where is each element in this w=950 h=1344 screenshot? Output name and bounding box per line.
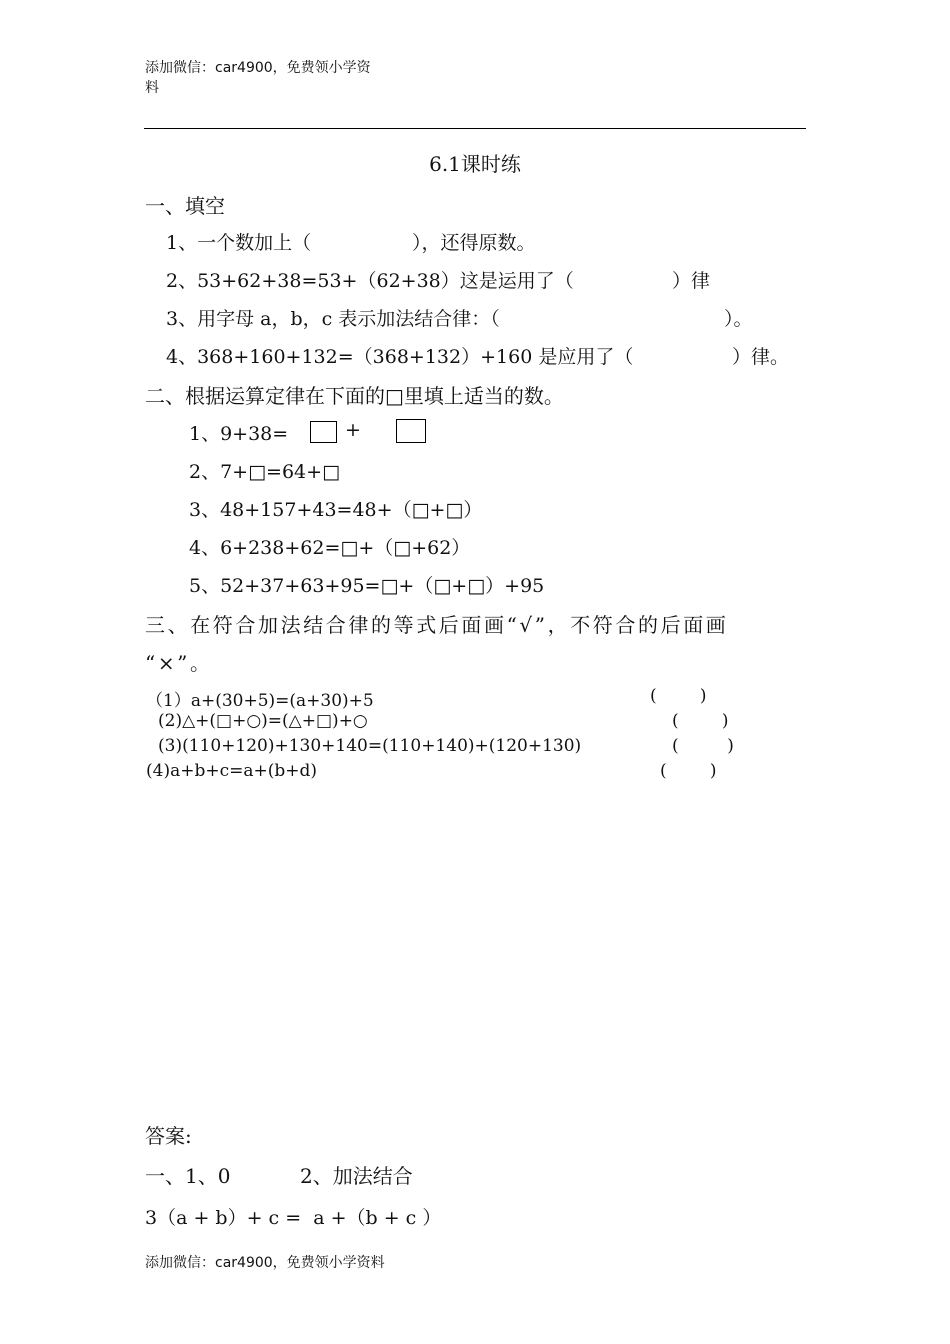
box-question-4: 4、6+238+62=□+（□+62） — [189, 537, 471, 559]
box-question-1: 1、9+38= — [189, 423, 289, 445]
judge-answer-1: ( ) — [650, 686, 707, 706]
fill-question-3: 3、用字母 a，b，c 表示加法结合律：（ — [166, 308, 500, 330]
answers-heading: 答案: — [145, 1124, 192, 1148]
header-line-2: 料 — [145, 80, 159, 96]
answer-box — [396, 419, 426, 443]
fill-question-2-close: ）律 — [672, 270, 711, 292]
fill-question-4: 4、368+160+132=（368+132）+160 是应用了（ — [166, 346, 634, 368]
judge-answer-4: ( ) — [660, 761, 717, 781]
section-1-heading: 一、填空 — [145, 194, 225, 218]
answer-box — [310, 421, 337, 443]
box-question-5: 5、52+37+63+95=□+（□+□）+95 — [189, 575, 545, 597]
judge-question-4: (4)a+b+c=a+(b+d) — [146, 761, 318, 781]
answers-line-1-b: 2、加法结合 — [300, 1164, 413, 1188]
fill-question-2: 2、53+62+38=53+（62+38）这是运用了（ — [166, 270, 574, 292]
header-line-1: 添加微信：car4900，免费领小学资 — [145, 60, 371, 76]
judge-question-2: (2)△+(□+○)=(△+□)+○ — [158, 711, 368, 731]
box-question-2: 2、7+□=64+□ — [189, 461, 341, 483]
fill-question-1: 1、一个数加上（ — [166, 232, 312, 254]
answers-line-2: 3（a + b）+ c = a +（b + c ） — [145, 1207, 442, 1229]
judge-answer-3: ( ) — [672, 736, 734, 756]
fill-question-4-close: ）律。 — [732, 346, 790, 368]
box-question-3: 3、48+157+43=48+（□+□） — [189, 499, 483, 521]
judge-question-1: （1）a+(30+5)=(a+30)+5 — [146, 691, 374, 711]
box-question-1-plus: + — [345, 419, 361, 441]
page-title: 6.1课时练 — [429, 152, 521, 176]
judge-question-3: (3)(110+120)+130+140=(110+140)+(120+130) — [158, 736, 582, 756]
header-rule — [144, 128, 806, 129]
section-2-heading: 二、根据运算定律在下面的□里填上适当的数。 — [145, 384, 564, 408]
judge-answer-2: ( ) — [672, 711, 729, 731]
answers-line-1: 一、1、0 — [145, 1164, 231, 1188]
section-3-heading-cont: “×”。 — [145, 651, 213, 675]
fill-question-3-close: ）。 — [724, 308, 753, 330]
section-3-heading: 三、在符合加法结合律的等式后面画“√”，不符合的后面画 — [145, 613, 729, 637]
fill-question-1-close: ），还得原数。 — [412, 232, 536, 254]
footer-text: 添加微信：car4900，免费领小学资料 — [145, 1255, 385, 1271]
